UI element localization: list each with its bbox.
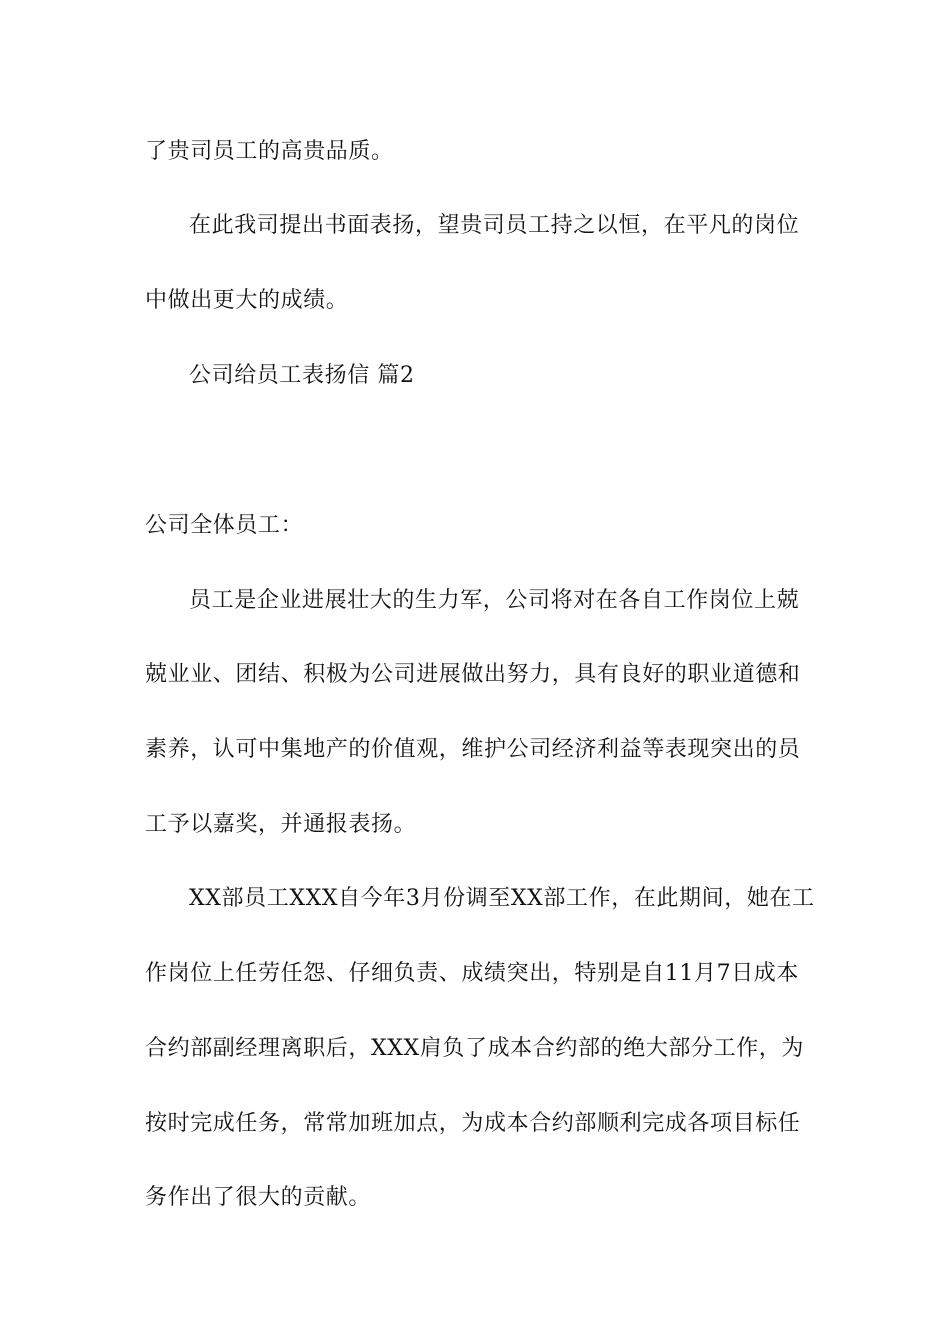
- paragraph-line-8: XX部员工XXX自今年3月份调至XX部工作，在此期间，她在工: [189, 886, 815, 911]
- paragraph-line-3: 中做出更大的成绩。: [145, 288, 349, 313]
- salutation: 公司全体员工：: [145, 513, 304, 538]
- paragraph-line-12: 务作出了很大的贡献。: [145, 1185, 372, 1210]
- paragraph-line-9: 作岗位上任劳任怨、仔细负责、成绩突出，特别是自11月7日成本: [145, 961, 799, 986]
- paragraph-line-7: 工予以嘉奖，并通报表扬。: [145, 812, 417, 837]
- paragraph-line-10: 合约部副经理离职后，XXX肩负了成本合约部的绝大部分工作，为: [145, 1036, 804, 1061]
- paragraph-line-2: 在此我司提出书面表扬，望贵司员工持之以恒，在平凡的岗位: [189, 213, 800, 238]
- paragraph-line-4: 员工是企业进展壮大的生力军，公司将对在各自工作岗位上兢: [189, 588, 800, 613]
- paragraph-line-5: 兢业业、团结、积极为公司进展做出努力，具有良好的职业道德和: [145, 662, 801, 687]
- paragraph-line-1: 了贵司员工的高贵品质。: [145, 139, 394, 164]
- paragraph-line-11: 按时完成任务，常常加班加点，为成本合约部顺利完成各项目标任: [145, 1111, 801, 1136]
- section-heading: 公司给员工表扬信 篇2: [189, 363, 415, 388]
- paragraph-line-6: 素养，认可中集地产的价值观，维护公司经济利益等表现突出的员: [145, 737, 801, 762]
